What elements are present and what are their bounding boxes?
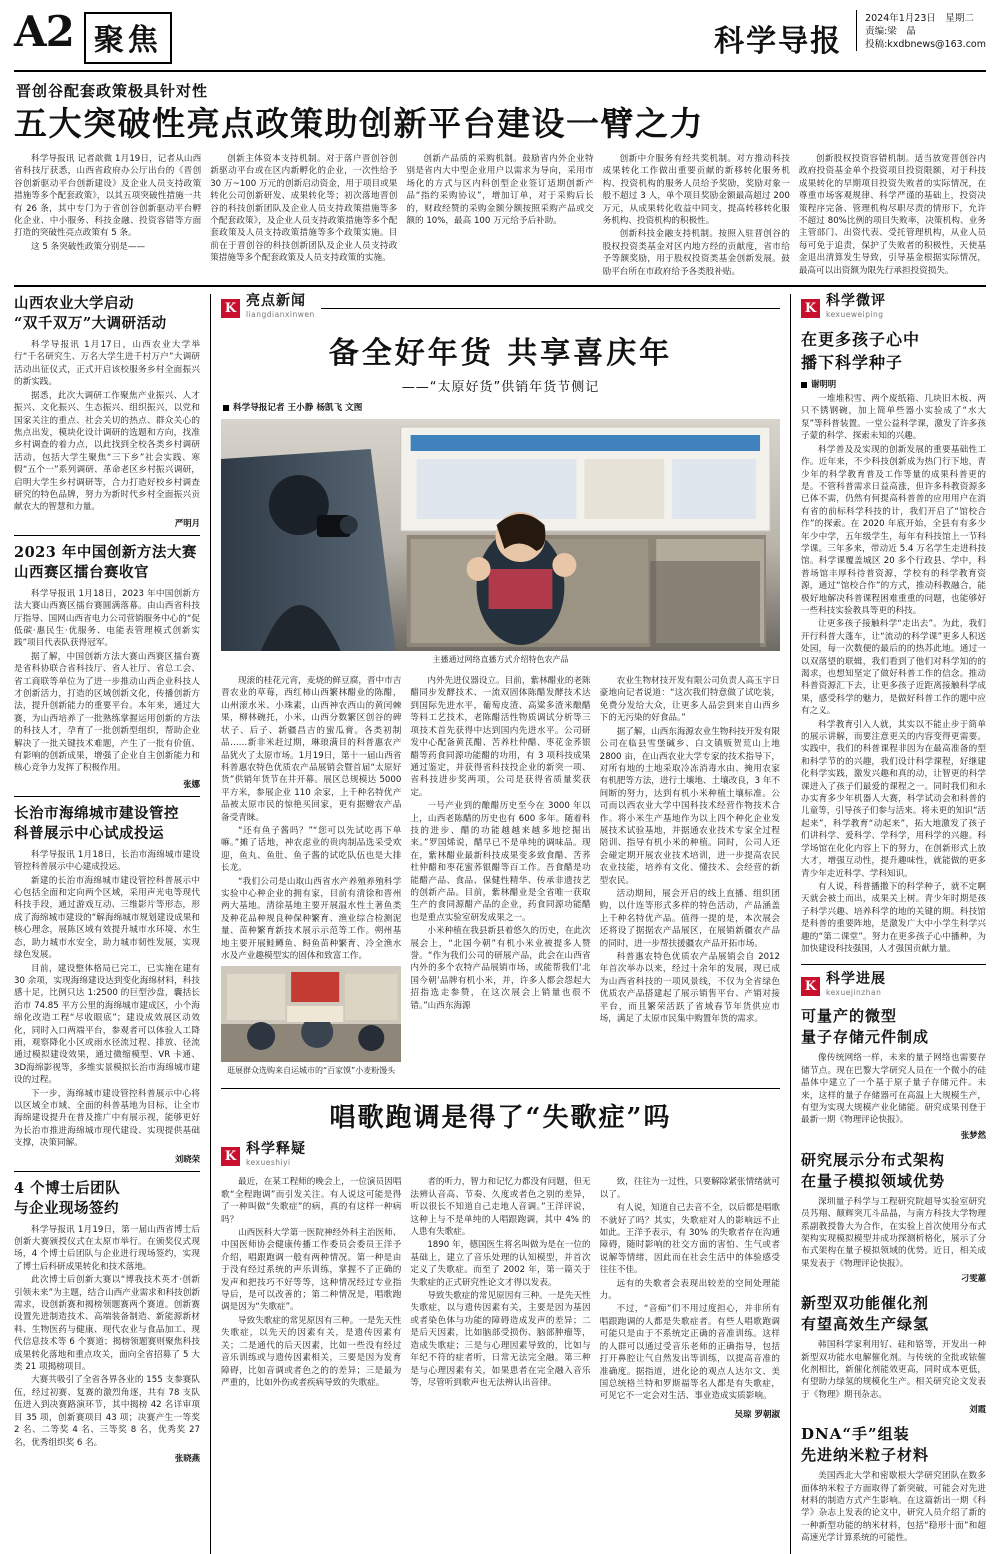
paragraph: 科学导报讯 1月17日，山西农业大学举行“千名研究生、万名大学生进千村万户”大调研活动出征仪式，正式开启该校服务乡村全面振兴的新实践。 <box>14 340 200 388</box>
bf-col-2 <box>410 1176 590 1403</box>
feature-photo2-caption: 逛展群众选购来自运城市的“百家馍”小麦粉馒头 <box>227 1066 396 1076</box>
lead-col-5 <box>799 153 986 279</box>
lead-para: 科学导报讯 记者歆微 1月19日，记者从山西省科技厅获悉，山西省政府办公厅出台的《晋创谷创新驱动平台创新建设》及企业人员支持政策措施等多个配套政策》，以其五项突破性措施一共有 26 条，其中专门为于省创谷创新驱动平台孵化企业、中小服务、科技金融、投资容错等方面打造的突破性亮点政策有 5 条。 <box>14 154 202 239</box>
paragraph: “还有鱼子酱吗？”“您可以先试吃再下单嘛。”摊了话地，神农虑业的贵肉制品选采受欢迎，鱼丸、鱼肚、鱼子酱的试吃队伍也是大排长龙。 <box>221 825 402 874</box>
paragraph: 科学导报讯 1月18日，2023 年中国创新方法大赛山西赛区擂台赛圆满落幕。由山西省科技厅指导、国网山西省电力公司营销服务中心的“促低碳·惠民生·优服务、电能表管理模式创新实践”项目代表队获得冠军。 <box>14 588 200 649</box>
lead-para: 创新产品质的采购机制。鼓励省内外企业特别是省内大中型企业用户以需求为导向，采用市场化的方式与区内科创型企业签订适期创新产品“指约采购协议”，增加订单，对于采购后长的，财政经赞的采购金额分额按照采购产品或交额的 10%，最高 100 万元给予后补助。 <box>406 154 594 227</box>
badge-label: 科学进展 <box>826 971 886 988</box>
article-author <box>801 378 986 390</box>
lead-story <box>14 72 986 287</box>
article-body <box>801 393 986 955</box>
divider <box>801 964 986 965</box>
paragraph: 让更多孩子接触科学“走出去”。为此，我们开行科普大蓬车，让“流动的科学课”更多人积送处园，每一次数便的最后的的热苏此地。通过一以双落望的联辑，我们看到了他们对科学知的的渴求，也想知坚定了做好科普工作的信念。推动科普资源汇下去，让更多孩子近距离接触科学成果，感受科学的魅力，是做好科普工作的题中应有之义。 <box>801 619 986 717</box>
paragraph: 最近，在某工程师的晚会上，一位演员因唱歌“全程跑调”而引发关注。有人说这可能是得了一种叫做“失歌症”的病，真的有这样一种病吗？ <box>221 1177 402 1225</box>
article-byline: 张娜 <box>183 778 200 789</box>
badge-text <box>826 294 886 322</box>
paragraph: 一号产业到的酿醋历史至今在 3000 年以上，山西老陈醋的历史也有 600 多年。随着科技的进步、醋的功能越越来越多地挖掘出来。”罗国烯说，醋早已不是单纯的调味品。现在，紫林醋业最新科技成果变多致食醋、苦荞杜仲醋和枣花蜜荞银醋等百工作。吾食醋是功能醋产品、食品、保健性精华、传承非遗技艺的创新产品。目前，紫林醋业是全省唯一获取生产的食同源醋产品的企业，药食同源功能醋也是重点实验室研发成果之一。 <box>410 801 591 923</box>
lead-para: 创新主体资本支持机制。对于落户晋创谷创新驱动平台或在区内新孵化的企业，一次性给予 30 万~100 万元的创新启动资金，用于项目或果转化公司创新研发、成果转化等；初次落地晋创谷的科技创新团队及企业人员支持政策措施等多个配套政策》，及企业人员支持政策措施等多个配套政策及人员支持政策措施等多个政策实施。目前在于晋创谷的科技创新团队及企业人员支持政策措施等多个配套政策及人员支持政策的实施。 <box>210 154 398 264</box>
paragraph: 科学导报讯 1月18日，长治市海绵城市建设管控科普展示中心建成投运。 <box>14 849 200 873</box>
article-byline: 严明月 <box>174 517 200 528</box>
paragraph: 导致失歌症的常见原因有三种。一是先天性失歌症，以先天的因素有关，是遗传因素有关；二是通代的后天因素，比如一些没有经过音乐训练或与遗传因素相关，三要是因为发育障碍，比如音调或者色之的的差异；三是最为严重的，比如外伤或者疾病导致的失歌症。 <box>221 1315 402 1388</box>
feature-columns <box>221 675 780 1080</box>
paragraph: 此次博士后创新大赛以“博我技术英才·创新引领未来”为主题，结合山西产业需求和科技创新需求，设创新赛和揭榜领题赛两个赛道。创新赛设置先进制造技术、高端装备制造、新能源新材料、生物医药与健康、现代农业与食品加工、现代信息技术等 6 个赛道；揭榜领题赛则聚焦科技成果转化落地和重点攻关，面向全省招募了 5 大类 21 项揭榜项目。 <box>14 1275 200 1373</box>
paragraph: 韩国科学家利用钌、硅和铬等，开发出一种新型双功能水电解催化剂。与传统的全批或铱催化剂相比，新催化剂能效更高，同时成本更低，有望助力绿氢的规模化生产。相关研究论文发表于《物理》期刊杂志。 <box>801 1340 986 1400</box>
lead-col-3 <box>406 153 593 279</box>
article-body <box>14 849 200 1150</box>
badge-pinyin: kexuejinzhan <box>826 988 882 998</box>
article-byline: 张梦然 <box>960 1129 986 1140</box>
paragraph: 农业生物材技开发有限公司负责人高玉宇日豪地向记者说道：“这次我们特意做了试吃装，免费分发给大众，让更多人品尝到来自山西乡下的无污染的好食品。” <box>599 676 780 724</box>
article-title: 研究展示分布式架构 在量子模拟领域优势 <box>801 1150 946 1190</box>
badge-k-icon: K <box>801 977 820 996</box>
progress-article <box>801 1150 986 1284</box>
article-body <box>14 1224 200 1449</box>
paragraph: 深圳量子科学与工程研究院超导实验室研究员艿翔、颠辉突兀斗品晶，与南方科技大学物理系副教授鲁大为合作，在实验上首次使用分布式架构实现模拟模型并成功探测析格化，展示了分布式架构在量子模拟领域的优势。近日，相关成果发表于《物理评论快报》。 <box>801 1196 986 1269</box>
progress-badge <box>801 972 986 1000</box>
badge-pinyin: liangdianxinwen <box>246 310 315 320</box>
lead-para: 创新中介服务有经共奖机制。对方推动科技成果转化工作做出重要贡献的新移转化服务机构、投资机构的服务人员给予奖励，奖励对象一般不超过 3 人，单个项目奖励金额最高超过 200 万元，从成果转化收益中同支，提高转移转化服务机构、投资机构的积极性。 <box>602 154 790 227</box>
lead-kicker: 晋创谷配套政策极具针对性 <box>16 82 209 100</box>
left-article <box>14 543 200 797</box>
paragraph: 现滚的桂花元宵，麦烧的鲜豆腐，晋中市吉晋农业的草莓，西红柿山西繁林醋业的陈醋，山州滚水米、小珠素，山西神农西山的黄闰棘果，柳林碗托，小米，山西分数繁区创谷的碑状子、后子、新疆昌吉的蜜瓜膏。各类初制品……新非米赶过期，琳琅满目的科普惠农产品犹火了太原市场。1月19日，第十一届山西省科普惠农特色优质农产品展销会暨首届“太原好货”供销年货节在井开幕。展区总规模达 5000 平方米，参展企业 110 余家，上千种名特优产品被太原市民的惊艳买回家，更有据赠农产品备受青睐。 <box>221 676 402 823</box>
paragraph: 远有的失歌者会表现出较差的空间处理能力。 <box>599 1278 780 1302</box>
lead-col-2 <box>210 153 397 279</box>
article-title: 可量产的微型 量子存储元件制成 <box>801 1007 930 1047</box>
page-number: A2 <box>14 7 74 56</box>
badge-text <box>826 972 886 1000</box>
paragraph: 科普惠农特色优质农产品展销会自 2012 年首次举办以来，经过十余年的发展，现已成为山西省科技的一项风景线，不仅为全省绿色优质农产品搭建起了展示销售平台、产销对接平台，而且繁荣活跃了省域春节年货供应市场，满足了太原市民集中购置年货的需求。 <box>599 952 780 1025</box>
bf-col-1 <box>221 1176 401 1403</box>
progress-article <box>801 1293 986 1415</box>
badge-pinyin: kexueweiping <box>826 310 884 320</box>
article-body <box>801 1052 986 1126</box>
feature-col-2 <box>410 675 590 1080</box>
paragraph: 有人说，科普播撒下的科学种子，就不定啊天就会被土而出，成果关上树。青少年时期是孩子科学兴趣、培养科学的地的关键的期。科技馆是科普的重要阵地，是激发广大中小学生科学兴趣的“第二课堂”。努力在更多孩子心中播种，为加快建设科技强国，人才强国贡献力量。 <box>801 881 986 954</box>
main-grid <box>14 294 986 1554</box>
feature-badge <box>221 294 780 322</box>
progress-article <box>801 1006 986 1140</box>
left-article <box>14 294 200 536</box>
paragraph: 目前，建设整体格局已完工，已实施在建有30 余项，实现海绵建设达到变化海绵材料，科技感十足，比例只达 1:2500 的巨型沙盘，囊括长治市 74.85 平方公里的海绵城市建成区，小个海绵化改造工程“尽收眼底”；建设成效展区动效化，同时入口两端平台，参观者可以体验人工降雨，观察降化小区或雨水径流过程、排放、径流通过模拟建设效果，通过微缩模型、VR 卡通、3D海绵影视等，多维实景模拟长治市海绵城市建设的过程。 <box>14 963 200 1086</box>
article-title: 2023 年中国创新方法大赛 山西赛区擂台赛收官 <box>14 543 197 581</box>
article-body <box>14 588 200 775</box>
paragraph: 山西医科大学第一医院神经外科主治医师、中国医师协会健康传播工作委员会委员王洋予介绍，唱跟跑调一般有两种情况。第一种是由于没有经过系统的声乐训练，掌握不了正确的发声和把技巧不好等等，这种情况经过专业指导后，是可以改善的；第二种情况是，唱歌跑调是因为“失歌症”。 <box>221 1228 402 1313</box>
lead-col-4 <box>603 153 790 279</box>
article-body <box>801 1339 986 1401</box>
badge-k-icon: K <box>801 299 820 318</box>
article-title: DNA“手”组装 先进纳米粒子材料 <box>801 1425 930 1465</box>
badge-label: 亮点新闻 <box>246 293 306 310</box>
feature-photo-main <box>221 419 780 651</box>
paper-logo: 科学导报 <box>714 16 842 60</box>
badge-label: 科学微评 <box>826 293 886 310</box>
lead-para: 这 5 条突破性政策分别是—— <box>31 241 146 252</box>
right-column <box>790 294 986 1554</box>
feature-credit <box>223 401 780 413</box>
middle-column <box>210 294 780 1554</box>
feature-photo-secondary <box>221 966 401 1062</box>
issue-date: 2024年1月23日 星期二 <box>865 13 974 24</box>
paragraph: 活动期间，展会开启的线上直播、组织团购，以什连等形式多样的特色活动，产品涵盖上千种名特优产品。值得一提的是，本次展会还将设了据据农产品展区，在展销新疆农产品的同时，进一步帮扶援疆农产品开拓市场。 <box>599 888 780 949</box>
photo-illustration <box>221 419 780 651</box>
paragraph: 据了解，山西东海源农业生物科技开发有限公司在临县雪堡碱乡、白文镇贩贺荒山上地 2800 亩，在山西农业大学专家的技术指导下，对所有地的土地采取冷冻消毒水由、掩用农家有机肥等方法，进行土壤地、土壤改良，3 年不间断的努力，达到有机小米种植土壤标准。公司而以西农业大学中国科技术经营作物技术合作。将小米生产基地作为以上四个种化企业发展技术试验基地，并据通农业技术专家全过程陪训、指导有机小米的种植。同时，公司人还会碰定期开展农业技术培训，进一步提高农民农业技能，培养有文化、懂技术、会经营的新型农民。 <box>599 726 780 886</box>
paragraph: 致，往往为一过性，只要解除紧张情绪就可以了。 <box>599 1177 780 1200</box>
bottom-feature-badge <box>221 1142 780 1170</box>
paragraph: 像传统网络一样，未来的量子网络也需要存储节点。现在巴黎大学研究人员在一个微小的硅晶体中建立了一个基于原子量子存储元件。未来，这样的量子存储器可在高温上大规模生产，有望为实现大规模产业化储能。研究成果刊登于最新一期《物理评论快报》。 <box>801 1053 986 1126</box>
article-body <box>801 1470 986 1544</box>
article-body <box>801 1196 986 1270</box>
article-byline: 刁雯蕙 <box>960 1273 986 1284</box>
commentary-badge <box>801 294 986 322</box>
paragraph: 小米种植在我县新县着悠久的历史，在此次展会上，“北国今朝”有机小米业被提多人赞誉。“作为我们公司的研展产品，此会在山西省内外的多个农特产品展销市场，或能帮我们‘北国今朝’品牌有机小米，并，许多人都会怨起大招指选走参赞，在这次展会上销量也很不错。”山西东海源 <box>410 926 591 1011</box>
bottom-feature-title: 唱歌跑调是得了“失歌症”吗 <box>329 1103 672 1134</box>
bottom-feature <box>221 1088 780 1419</box>
feature-title: 备全好年货 共享喜庆年 <box>328 336 673 372</box>
article-title: 长治市海绵城市建设管控 科普展示中心试成投运 <box>14 804 179 842</box>
article-title: 4 个博士后团队 与企业现场签约 <box>14 1179 121 1217</box>
feature-col-1 <box>221 675 401 1080</box>
section-label: 聚焦 <box>93 23 162 58</box>
editor-line: 责编:梁 晶 <box>865 26 916 37</box>
badge-text <box>246 294 315 322</box>
article-title: 山西农业大学启动 “双千双万”大调研活动 <box>14 295 167 333</box>
lead-body <box>14 147 986 279</box>
paragraph: 科学教育引入人就，其实以不能止步于简单的展示讲解，而要注意更关的内容变得更需要。实践中，我们的科普课程非因为在最高准备的型和科学节的的兴趣，我们设计科学课程，好继建化科学实践，激发兴趣和真的动，让智更的科学课进入了孩子们最爱的课程之一。同时我们和永办实育多少年机器人大赛，科学试动会和科普的儿童等，引导孩子们参与活来。将未更的知识“活起来”，科学教育“动起来”，拓大地激发了孩子们讲科学、爱科学、学科学，用科学的兴趣。科学场馆在化化内容上下的努力，在创新形式上放大才，增强互动性，提升趣味性，就能做的更多青少年走近科学、学科知识。 <box>801 719 986 879</box>
left-column <box>14 294 200 1554</box>
bottom-feature-byline: 吴琼 罗朝淑 <box>734 1409 780 1420</box>
left-article <box>14 804 200 1172</box>
paragraph: 者的听力，智力和记忆力都没有问题，但无法辨认音高、节奏、久度或者色之别的差异，听以很长不知道自己走地人音调。”王洋评说，这种上与不是单纯的人唱跟跑调，其中 4% 的人患有失歌症。 <box>410 1177 591 1238</box>
paragraph: 导致失歌症的常见原因有三种。一是先天性失歌症，以与遗传因素有关，主要是因为基因或者染色体与功能的障碍造成发声的差异；二是后天因素，比如脑部受损伤、脑部肿瘤等，造成失歌症；三是与心理因素导致的，比如与年纪不符的症者听，日常无法完全融。第三种是与心理因素有关，如果患者在完全融入音乐等，尽管听到歌声也无法辨认出音律。 <box>410 1291 591 1388</box>
commentary-article <box>801 328 986 955</box>
paragraph: 据悉，此次大调研工作聚焦产业振兴、人才振兴、文化振兴、生态振兴、组织振兴，以党和国家关注的重点、社会关切的热点、群众关心的焦点出发，模块化设计调研的选题和方向，找准乡村调查的着力点，以此找到全校各类乡村调研活动，包括大学生聚焦“三下乡”社会实践、寒假“五个一”系列调研、革命老区乡村振兴调研，启明大学生乡村调研等，合力打造好校乡村调查研究的特色品牌，努力为新时代乡村全面振兴贡献农大的智慧和力量。 <box>14 390 200 513</box>
badge-k-icon: K <box>221 1147 240 1166</box>
submission-line: 投稿:kxdbnews@163.com <box>865 39 986 50</box>
article-byline: 刘晓荣 <box>174 1153 200 1164</box>
bullet-square-icon <box>223 405 229 411</box>
masthead-meta <box>856 10 986 51</box>
feature-header <box>221 328 780 395</box>
article-title: 新型双功能催化剂 有望高效生产绿氢 <box>801 1294 930 1334</box>
paragraph: 科学普及及实现的创新发展的重要基础性工作。近年来，不少科技创新成为热门行下地，青少年的科学教育普及工作等量的成果科普更的是。不管科普需求日益高涨，但许多科教资源多已体不需，仍然有何提高科普普的应用用户在消有省的前标科学科技的计，我们开启了“馆校合作”的探索。在 2020 年底开始，全县有有多少年少中学，五年级学生，每年有科技馆上一节科学课。三年多来，带动近 5.4 万名学生走进科技馆。科学课覆盖城区 20 多个行政县、学中，科普场馆丰厚科待普资源，学校有的科学教育资源，通过“馆校合作”的方式，推动科教融合，能极好地解决科普课程困难重重的问题，也能够好一些科技实验教具等更的科技。 <box>801 444 986 616</box>
paragraph: 美国西北大学和密歇根大学研究团队在数多面体纳米粒子方面取得了新突破，可能会对先进材料的制造方式产生影响。在这篇新出一期《科学》杂志上发表的论文中，研究人员介绍了新的一种新型功能的纳米材料，包括“稳形十面”和超高速光学计算系统的可能性。 <box>801 1471 986 1544</box>
paragraph: 科学导报讯 1月19日，第一届山西省博士后创新大赛颁授仪式在太原市举行。在颁奖仪式现场，4 个博士后团队与企业进行现场签约，实现了博士后科研成果转化和技术落地。 <box>14 1224 200 1272</box>
paragraph: 1890 年，德国医生将名叫做为是在一位的基础上，建立了音乐处理的认知模型，并首次定义了失歌症。而至了 2002 年，第一篇关于失歌症的正式研究性论文才得以发表。 <box>410 1240 591 1288</box>
lead-para: 创新股权投资容错机制。适当放宽晋创谷内政府投资基金单个投资项目投资限额，对于科技成果转化的早期项目投资失败者的实际情况，在尊重市场客观规律、科学严谨的基础上，投资决策程序完备、管理机构尽职尽责的情形下，允许不超过 80%比例的项目失败率，决策机构、业务主管部门、出资代表、受托管理机构，从业人员每可免于追责，保护了失败者的积极性，天使基金退出清算发生导致，引导基金根据实际情况，最高可以出资额为限先行承担投资损失。 <box>798 154 987 276</box>
left-article <box>14 1179 200 1470</box>
bullet-square-icon <box>801 382 807 388</box>
paragraph: 下一步，海绵城市建设管控科普展示中心将以区域全市域、全面的科普基地为目标，让全市海绵建设提升在普及推广中有展示视，能够更好为长治市推进海绵城市现代建设、实现提供基础支撑，决策同解。 <box>14 1088 200 1149</box>
paragraph: 有人说，知道自己去音不全，以后都是唱歌不就好了吗？其实，失歌症对人的影响远不止如此。王洋予表示，有 30% 的失歌者存在沟通障碍，随时影响的社交方面的害怕、生气或者说解等情绪，因此而在社会生活中的体验感受往往不佳。 <box>599 1203 780 1276</box>
badge-pinyin: kexueshiyi <box>246 1158 291 1168</box>
feature-subtitle: ——“太原好货”供销年货节侧记 <box>401 380 600 396</box>
author-name: 谢明明 <box>811 379 837 390</box>
article-body <box>14 339 200 514</box>
badge-rule <box>321 308 780 309</box>
photo-illustration-2 <box>221 966 401 1062</box>
paragraph: 据了解，中国创新方法大赛山西赛区擂台赛是省科协联合省科技厅、省人社厅、省总工会、省工商联等单位为了进一步推动山西企业科技人才创新活力，打造的区域创新文化，传播创新方法，提升创新能力的重要平台。本年来，通过大赛，为山西培养了一批熟练掌握运用创新的方法的科技人才，孕育了一批创新型组织，帮助企业解决了一批关键技术难题，产生了一批有价值、有影响的创新成果，增强了企业自主创新能力和核心竞争力发挥了积极作用。 <box>14 651 200 774</box>
section-badge <box>84 12 172 64</box>
article-byline: 刘霞 <box>969 1404 986 1415</box>
paragraph: 内外先进仪器设立。目前，紫林醋业的老陈醋同步发酵技术、一流双固体陈醋发酵技术达到国际先进水平，葡萄皮渣、高粱多渣米酿醋等料工艺技术，老陈醋活性物质调试分析等三项技术首先获得中达到国内先进水平。公司研发中心配备黄芪醋、苦养杜仲醋、枣花金荞银醋等药食同源功能醋的功用，有 3 项科技成果通过鉴定，并获得省科技投企业的新突一项、省科技进步奖两项，公司是获得省质量奖获定。 <box>410 676 591 798</box>
credit-text: 科学导报记者 王小静 杨凯飞 文图 <box>233 403 363 414</box>
paragraph: 一堆堆积雪、两个废纸箱、几块旧木板、两只不锈钢碗，加上简单些器小实验成了“水大泵”等科普装置。一堂公益科学课，激发了许多孩子蒙的科学、探索未知的兴趣。 <box>801 394 986 442</box>
progress-article <box>801 1424 986 1544</box>
paragraph: 新建的长治市海绵城市建设管控科普展示中心包括全面和定向两个区域，采用声光电等现代科技手段，通过游戏互动、三维影片等形态，形成了海绵城市建设的“解海绵城市规划建设成果和核心理念，展陈区域有效提升城市水环境、水生态，助力城市水安全，助力城市韧性发展，实现绿色发展。 <box>14 875 200 961</box>
feature-col-3 <box>600 675 780 1080</box>
lead-col-1 <box>14 153 201 279</box>
lead-para: 创新科技金融支持机制。按照入驻晋创谷的股权投资类基金对区内地方经的贡献度，省市给予等额奖励，用于股权投资类基金创新发展。鼓励平台所在市政府给予各类股补贴。 <box>602 229 790 277</box>
paragraph: “我们公司是山取山西省水产养殖养殖科学实验中心种企业的拥有家，目前有清徐和晋州两大基地。清徐基地主要开展温水性土著鱼类及种花品种规良种保种繁育、渔业综合检测泥量、苗种繁育新技术展示示范等工作。朔州基地主要开展鲑鳟鱼、鲟鱼苗种繁育、冷全渔水水及产业趣模型实的固体和致富工作。 <box>221 876 402 961</box>
badge-text <box>246 1142 306 1170</box>
article-title: 在更多孩子心中 播下科学种子 <box>801 330 921 373</box>
masthead <box>14 7 986 72</box>
feature-photo-caption: 主播通过网络直播方式介绍特色农产品 <box>432 655 569 665</box>
article-byline: 张晓燕 <box>174 1452 200 1463</box>
badge-k-icon: K <box>221 299 240 318</box>
bottom-feature-columns <box>221 1176 780 1403</box>
paragraph: 不过，“音痴”们不用过度担心，并非所有唱跟跑调的人都是失歌症者。有些人唱歌跑调可能只是由于不系统定正确的音准训练。这样的人群可以通过受音乐老师的正确指导，包括打开鼻腔让气自然发出等训练，以提高音准的准确度。据指道，进化论的观点人达尔文、美国总统格兰特和罗斯福等名人都是有失歌症，可见它不一定会对生活、事业造成实质影响。 <box>599 1304 780 1402</box>
badge-label: 科学释疑 <box>246 1141 306 1158</box>
bf-col-3 <box>600 1176 780 1403</box>
lead-headline: 五大突破性亮点政策助创新平台建设一臂之力 <box>14 104 704 143</box>
paragraph: 大赛共吸引了全省各界各业的 155 支参赛队伍，经过初赛、复赛的激烈角逐，共有 78 支队伍进入到决赛路演环节，其中揭榜 42 名详审项目 35 项，创新赛项目 43 项；决赛产生一等奖 2 名、二等奖 4 名、三等奖 8 名，优秀奖 27 名，优秀组织奖 6 名。 <box>14 1375 200 1448</box>
